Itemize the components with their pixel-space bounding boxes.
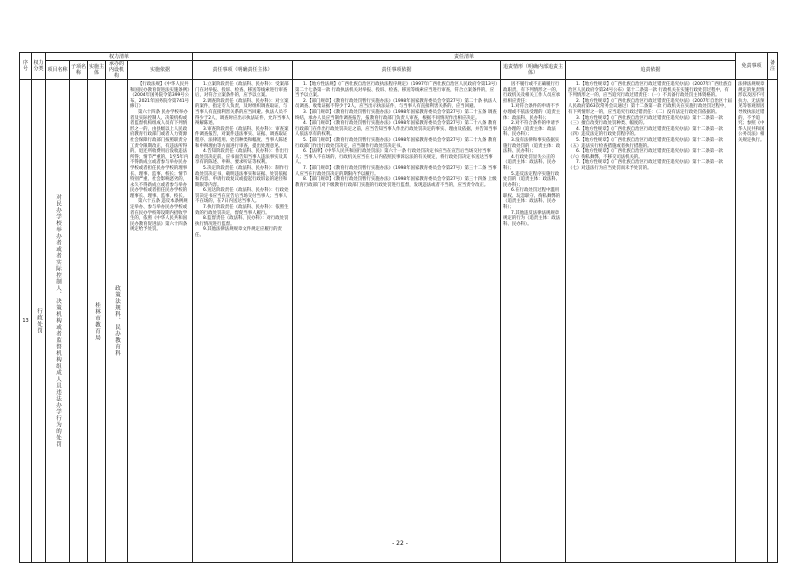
paragraph: 3.【地方性规章】《广西壮族自治区行政过错责任追究办法》第十二条第一款（三）擅自改变行政处罚种类、幅度的。 (568, 115, 723, 127)
header-internal-dept: 承办的内设机构 (106, 61, 128, 80)
paragraph: 2.【部门规章】《教育行政处罚暂行实施办法》（1998年国家教育委员会令第27号）第二十条 执法人员调查、收集证据不得少于2人，应当出示执法证件，与当事人有直接利害关系的，应当回避。 (295, 98, 497, 110)
header-resp-items: 责任事项（明确责任主体） (193, 61, 293, 80)
paragraph: 因不履行或不正确履行行政职责，有下列情形之一的，行政机关及相关工作人员应承担相应责任： (503, 82, 561, 104)
paragraph: 7.【部门规章】《教育行政处罚暂行实施办法》（1998年国家教育委员会令第27号）第三十二条 当事人应当在行政处罚决定的期限内予以履行。 (295, 165, 497, 177)
paragraph: 4.行政处罚显失公正的（追责主体：政法科、民办科）； (503, 154, 556, 171)
paragraph: 9.其他法律法规规章文件规定应履行的责任。 (195, 227, 282, 239)
cell-seq: 13 (20, 80, 32, 563)
paragraph: 4.【部门规章】《教育行政处罚暂行实施办法》（1998年国家教育委员会令第27号）第二十八条 教育行政部门在作出行政处罚决定之前，应当告知当事人作出行政处罚决定的事实、理由及依据，并告知当事人依法享有的权利。 (295, 121, 498, 138)
paragraph: 3.【部门规章】《教育行政处罚暂行实施办法》（1998年国家教育委员会令第27号）第二十五条 调查终结，承办人员应当制作调查报告，报教育行政部门负责人审查，根据不同情况作出相应决定。 (295, 109, 497, 121)
cell-pursue (501, 80, 566, 563)
paragraph: 8.监督责任（政法科、民办科）：对行政处罚执行情况进行监督。 (195, 216, 289, 227)
cell-basis (128, 80, 193, 563)
paragraph: 3.审查阶段责任（政法科、民办科）：审查案件调查报告，对案件违法事实、证据、调查取证程序、法律适用、处罚种类和幅度、当事人陈述和申辩理由等方面进行审查，提出处理意见。 (195, 126, 289, 149)
table-row (20, 80, 778, 563)
paragraph: 1.【地方性法规】《广西壮族自治区行政执法程序规定》（1997年广西壮族自治区人民政府令第13号）第二十七条第一款 行政执法机关对举报、投诉、检查、移送等线索应当进行审查，符合立案条件的，应当予以立案。 (295, 82, 498, 99)
category-text: 行政处罚 (36, 308, 42, 334)
cell-resp-basis (293, 80, 501, 563)
paragraph: 6.【地方性规章】《广西壮族自治区行政过错责任追究办法》第十二条第一款（六）徇私舞弊，不移交司法机关的。 (568, 149, 723, 160)
page-number: - 22 - (392, 540, 408, 547)
paragraph: 8.【部门规章】《教育行政处罚暂行实施办法》（1998年国家教育委员会令第27号）第三十四条 上级教育行政部门对下级教育行政部门实施的行政处罚进行监督，发现违法或者不当的，应当责令改正。 (295, 177, 497, 188)
paragraph: 3.没有法律和事实依据实施行政处罚的（追责主体：政法科、民办科）； (503, 137, 561, 155)
paragraph: 4.【地方性规章】《广西壮族自治区行政过错责任追究办法》第十二条第一款（四）违反法定的行政处罚程序的。 (568, 126, 723, 138)
header-seq: 序号 (20, 53, 32, 80)
cell-category (32, 80, 46, 563)
paragraph: 7.执行阶段责任（政法科、民办科）：依照生效的行政处罚决定，督促当事人履行。 (195, 205, 289, 216)
cell-pursue-basis (566, 80, 736, 563)
paragraph: 1.【地方性规章】《广西壮族自治区行政过错责任追究办法》（2007年广西壮族自治区人民政府令第24号公布）第十二条第一款 行政机关在实施行政处罚过程中，有下列情形之一的，应当追究行政过错责任：（一）不具备行政处罚主体资格的。 (568, 82, 732, 99)
header-power-list: 权力清单 (46, 53, 193, 61)
header-remark: 备注 (768, 53, 778, 80)
paragraph: 第六十四条 民办学校举办者及实际控制人、决策机构或者监督机构组成人员有下列情形之一的，由县级以上人民政府教育行政部门或者人力资源社会保障行政部门按照职责分工责令限期改正，有违法所得的，退还所收费用后没收违法所得；情节严重的，1至5年内不得新成立或者参与举办民办学校或者担任民办学校的理事长、理事、监事、校长；情节特别严重、社会影响恶劣的，永久不得新成立或者参与举办民办学校或者担任民办学校的理事长、理事、监事、校长。 (130, 109, 189, 199)
cell-remark (768, 80, 778, 563)
internal-dept-text: 政策法规科、民办教育科 (114, 285, 120, 357)
header-actor: 实施主体 (88, 61, 106, 80)
paragraph: 5.违反法定程序实施行政处罚的（追责主体：政法科、民办科）； (503, 171, 561, 188)
power-responsibility-table (19, 52, 778, 563)
paragraph: 2.【地方性规章】《广西壮族自治区行政过错责任追究办法》（2007年自治区十届人民政府第63次常务会议通过）第十二条第一款 行政机关在实施行政处罚过程中，有下列情形之一的，应当追究行政过错责任：（二）没有法定行政处罚依据的。 (568, 98, 732, 115)
header-exempt: 免责事项 (736, 53, 768, 80)
paragraph: 6.在行政处罚过程中滥用职权、玩忽职守、徇私舞弊的（追责主体：政法科、民办科）； (503, 188, 561, 211)
cell-sub-item (70, 80, 88, 563)
actor-text: 桂林市教育局 (94, 301, 100, 341)
paragraph: 5.【部门规章】《教育行政处罚暂行实施办法》（1998年国家教育委员会令第27号）第二十九条 教育行政部门作出行政处罚决定，应当制作行政处罚决定书。 (295, 137, 497, 149)
item-name-text: 对民办学校举办者或者实际控制人、决策机构或者监督机构组成人员违法办学行为的处罚 (55, 194, 61, 448)
paragraph: 5.决定阶段责任（政法科、民办科）：制作行政处罚决定书，载明违法事实和证据、处罚依据和内容、申请行政复议或提起行政诉讼的途径和期限等内容。 (195, 165, 289, 188)
cell-resp-items (193, 80, 293, 563)
cell-exempt: 法律法规规章规定的免责情形以及因不可抗力、无法预见等客观原因导致执法过错的，不予追究；参照《中华人民共和国公务员法》相关规定执行。 (736, 80, 768, 563)
header-pursue: 追责情形（明确内部追责主体） (501, 61, 566, 80)
paragraph: 1.对符合条件的申请不予办理或不依法受理的（追责主体：政法科、民办科）； (503, 104, 561, 121)
header-basis: 实施依据 (128, 61, 193, 80)
paragraph: 6.送达阶段责任（政法科、民办科）：行政处罚决定书应当在宣告后当场交付当事人；当事人不在场的，在7日内送达当事人。 (195, 188, 289, 205)
header-sub-item: 子项名称 (70, 61, 88, 80)
header-item-name: 项目名称 (46, 61, 70, 80)
header-category: 权力分类 (32, 53, 46, 80)
paragraph: 4.告知阶段责任（政法科、民办科）：作出行政处罚决定前，应书面告知当事人违法事实及其享有的陈述、申辩、要求听证等权利。 (195, 149, 289, 166)
cell-internal-dept (106, 80, 128, 563)
paragraph: 6.【法律】《中华人民共和国行政处罚法》第六十一条 行政处罚决定书应当在宣告后当场交付当事人；当事人不在场的，行政机关应当在七日内依照民事诉讼法的有关规定，将行政处罚决定书送达当事人。 (295, 149, 493, 166)
paragraph: 5.【地方性规章】《广西壮族自治区行政过错责任追究办法》第十二条第一款（五）违法实行检查措施或者执行措施的。 (568, 137, 723, 149)
cell-item-name (46, 80, 70, 563)
header-pursue-basis: 追责依据 (566, 61, 736, 80)
header-responsibility-list: 责任清单 (193, 53, 736, 61)
paragraph: 2.对不符合条件的申请予以办理的（追责主体：政法科、民办科）； (503, 121, 560, 138)
header-resp-basis: 责任事项依据 (293, 61, 501, 80)
paragraph: 1.立案阶段责任（政法科、民办科）：受案部门在对举报、投诉、检查、移送等线索进行审查后，对符合立案条件的，应予以立案。 (195, 82, 289, 99)
paragraph: 【行政法规】《中华人民共和国民办教育促进法实施条例》（2004年国务院令第399号公布，2021年国务院令第741号修订） (130, 82, 190, 110)
paragraph: 7.其他违反法律法规规章规定的行为（追责主体：政法科、民办科）。 (503, 210, 561, 227)
cell-actor (88, 80, 106, 563)
paragraph: 第六十五条 违反本条例规定举办、参与举办民办学校或者在民办学校筹设期内招收学生的，依照《中华人民共和国民办教育促进法》第六十四条规定给予处罚。 (130, 199, 188, 233)
paragraph: 7.【地方性规章】《广西壮族自治区行政过错责任追究办法》第十二条第一款（七）对违法行为应当处罚而未予处罚的。 (568, 160, 723, 171)
paragraph: 2.调查阶段责任（政法科、民办科）：对立案的案件，指定专人负责，及时组织调查取证，与当事人有直接利害关系的应当回避。执法人员不得少于2人，调查时应出示执法证件，允许当事人辩解陈述。 (195, 98, 291, 127)
